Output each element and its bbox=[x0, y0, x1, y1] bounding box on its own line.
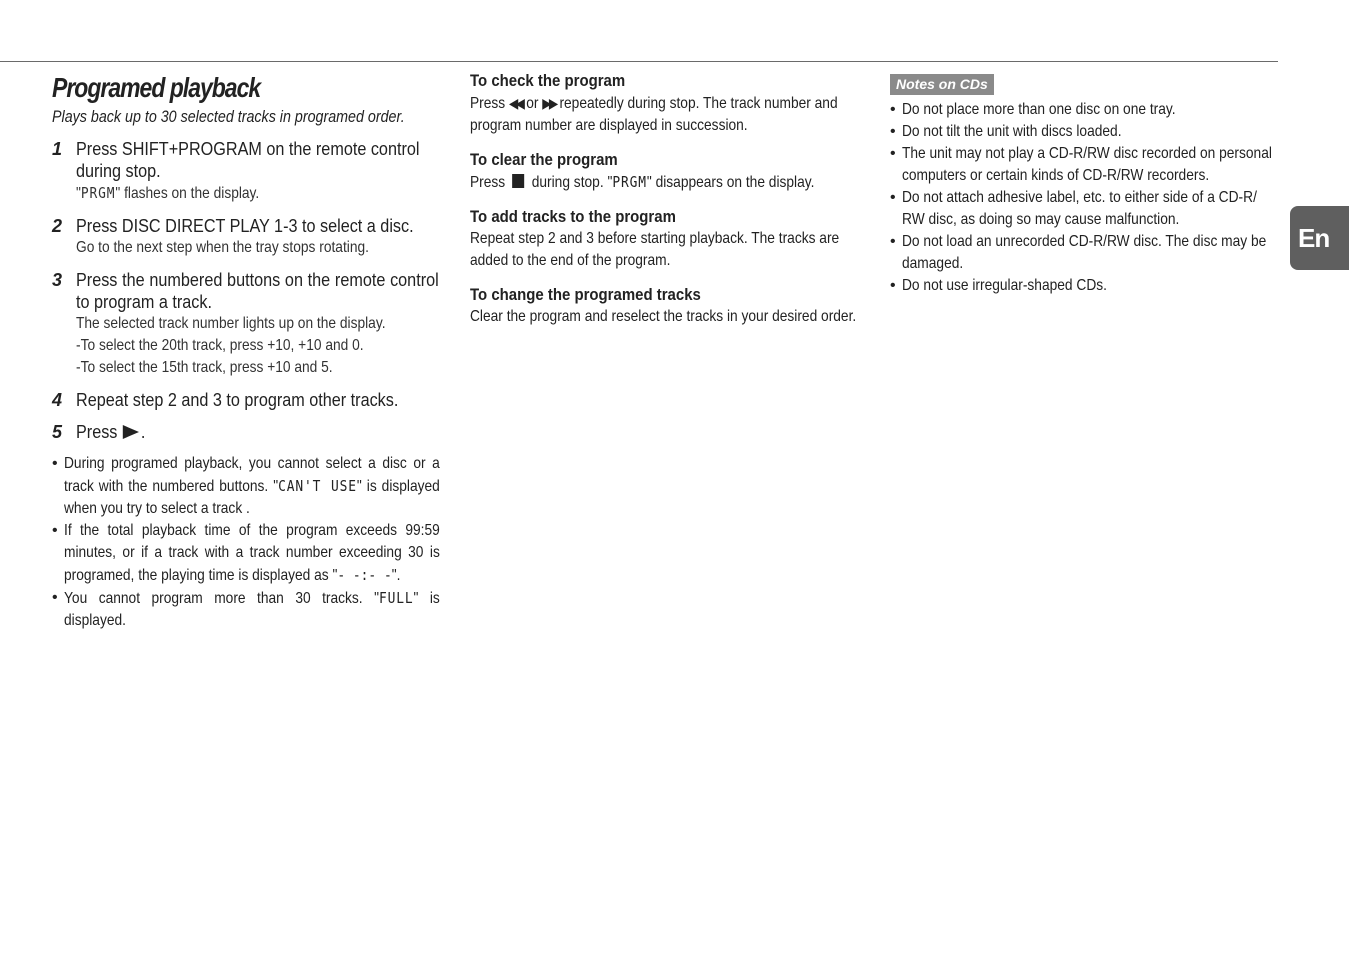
note-text: • Do not place more than one disc on one tray. bbox=[902, 101, 1176, 118]
lcd-text: PRGM bbox=[80, 184, 116, 202]
step-4 bbox=[52, 389, 438, 411]
header-rule bbox=[0, 61, 1278, 62]
step-number: 3 bbox=[52, 270, 63, 290]
list-item bbox=[890, 187, 1280, 231]
note-text: You cannot program more than 30 tracks. " bbox=[64, 590, 380, 607]
body-text: " disappears on the display. bbox=[646, 174, 815, 191]
body-text: Press bbox=[470, 95, 509, 112]
lcd-text: CAN'T USE bbox=[278, 477, 357, 495]
playback-notes bbox=[52, 453, 438, 632]
step-number: 1 bbox=[52, 139, 63, 159]
step-note: "PRGM" flashes on the display. bbox=[76, 184, 260, 202]
cd-notes-list bbox=[890, 99, 1280, 297]
list-item bbox=[890, 121, 1280, 143]
list-item bbox=[890, 99, 1280, 121]
step-text: Repeat step 2 and 3 to program other tracks. bbox=[76, 390, 399, 410]
note-text: " is displayed. bbox=[64, 590, 440, 629]
step-3 bbox=[52, 269, 438, 379]
play-icon bbox=[123, 425, 139, 439]
list-item bbox=[890, 231, 1280, 275]
note-text: • Do not use irregular-shaped CDs. bbox=[902, 277, 1107, 294]
list-item bbox=[890, 275, 1280, 297]
step-text: Press SHIFT+PROGRAM on the remote control during stop. bbox=[76, 139, 420, 181]
program-operations-column bbox=[470, 70, 860, 340]
list-item bbox=[890, 143, 1280, 187]
step-text: Press the numbered buttons on the remote control to program a track. bbox=[76, 270, 439, 312]
page-title: Programed playback bbox=[52, 72, 261, 103]
section-clear-program bbox=[470, 149, 860, 194]
stop-icon bbox=[512, 174, 524, 188]
body-text: Press bbox=[470, 174, 509, 191]
note-text: ". bbox=[391, 567, 401, 584]
step-note-text: " flashes on the display. bbox=[115, 185, 260, 202]
section-change-tracks bbox=[470, 284, 860, 328]
lcd-text: - -:- - bbox=[337, 566, 392, 584]
note-text: • Do not tilt the unit with discs loaded. bbox=[902, 123, 1122, 140]
body-text: repeatedly during stop. The track number and program number are displayed in succession. bbox=[470, 95, 838, 134]
notes-label: Notes on CDs bbox=[890, 74, 994, 95]
section-heading: To clear the program bbox=[470, 150, 618, 169]
step-text: Press DISC DIRECT PLAY 1-3 to select a disc. bbox=[76, 216, 414, 236]
step-note: The selected track number lights up on the display. bbox=[76, 315, 386, 332]
notes-on-cds-column bbox=[890, 70, 1280, 297]
section-heading: To add tracks to the program bbox=[470, 207, 676, 226]
note-text: During programed playback, you cannot select a disc or a track with the numbered buttons. " bbox=[64, 455, 440, 495]
step-note: -To select the 15th track, press +10 and 5. bbox=[76, 359, 333, 376]
section-body bbox=[470, 92, 860, 137]
list-item bbox=[52, 587, 438, 632]
section-check-program bbox=[470, 70, 860, 137]
step-number: 5 bbox=[52, 422, 63, 442]
lcd-text: FULL bbox=[379, 589, 414, 607]
section-body: Repeat step 2 and 3 before starting playback. The tracks are added to the end of the program. bbox=[470, 230, 840, 269]
programed-playback-column bbox=[52, 70, 438, 632]
section-body bbox=[470, 171, 860, 194]
note-text: " is displayed when you try to select a track . bbox=[64, 478, 440, 517]
section-add-tracks bbox=[470, 206, 860, 272]
language-tab: En bbox=[1290, 206, 1349, 270]
step-1 bbox=[52, 138, 438, 205]
note-text: If the total playback time of the program exceeds 99:59 minutes, or if a track with a track number exceeding 30 is programed, the playing time is displayed as " bbox=[64, 522, 440, 584]
step-number: 2 bbox=[52, 216, 63, 236]
body-text: during stop. " bbox=[527, 174, 613, 191]
fast-forward-icon: ▶▶ bbox=[542, 95, 556, 111]
rewind-icon: ◀◀ bbox=[508, 95, 523, 111]
step-note: -To select the 20th track, press +10, +10 and 0. bbox=[76, 337, 364, 354]
step-note: Go to the next step when the tray stops rotating. bbox=[76, 239, 369, 256]
section-body: Clear the program and reselect the tracks in your desired order. bbox=[470, 308, 857, 325]
step-text: Press . bbox=[76, 422, 146, 442]
list-item bbox=[52, 453, 438, 520]
section-heading: To check the program bbox=[470, 71, 626, 90]
body-text: or bbox=[522, 95, 543, 112]
lcd-text: PRGM bbox=[612, 173, 647, 191]
step-2 bbox=[52, 215, 438, 259]
note-text: • The unit may not play a CD-R/RW disc recorded on personal computers or certain kinds of CD-R/RW recorders. bbox=[902, 145, 1272, 184]
step-number: 4 bbox=[52, 390, 63, 410]
step-5 bbox=[52, 421, 438, 443]
step-text-press: Press bbox=[76, 422, 118, 442]
page-subtitle: Plays back up to 30 selected tracks in programed order. bbox=[52, 107, 405, 126]
note-text: • Do not attach adhesive label, etc. to either side of a CD-R/ RW disc, as doing so may cause malfunction. bbox=[902, 189, 1257, 228]
list-item bbox=[52, 520, 438, 587]
section-heading: To change the programed tracks bbox=[470, 285, 701, 304]
note-text: • Do not load an unrecorded CD-R/RW disc. The disc may be damaged. bbox=[902, 233, 1267, 272]
